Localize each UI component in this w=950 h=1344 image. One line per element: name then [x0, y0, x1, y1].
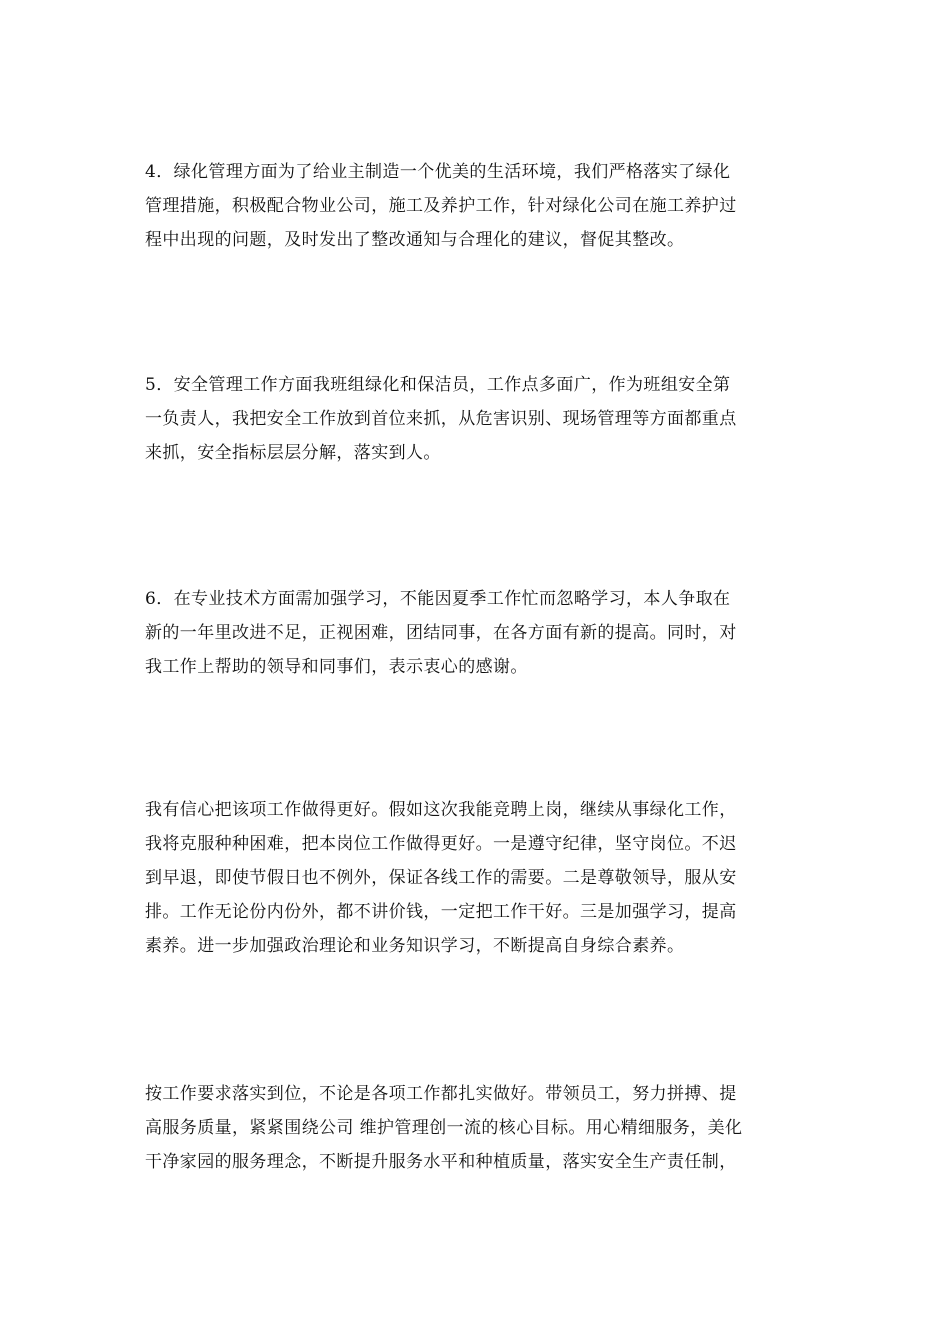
- text-line: 排。工作无论份内份外，都不讲价钱，一定把工作干好。三是加强学习，提高: [145, 902, 737, 922]
- text-line: 新的一年里改进不足，正视困难，团结同事，在各方面有新的提高。同时，对: [145, 623, 737, 643]
- paragraph-work-requirements: [145, 1077, 811, 1179]
- text-line: 一负责人，我把安全工作放到首位来抓，从危害识别、现场管理等方面都重点: [145, 409, 737, 429]
- text-line: 我将克服种种困难，把本岗位工作做得更好。一是遵守纪律，坚守岗位。不迟: [145, 834, 737, 854]
- text-line: 4．绿化管理方面为了给业主制造一个优美的生活环境，我们严格落实了绿化: [145, 162, 731, 182]
- paragraph-greening-management: [145, 155, 811, 257]
- text-line: 按工作要求落实到位，不论是各项工作都扎实做好。带领员工，努力拼搏、提: [145, 1084, 737, 1104]
- text-line: 高服务质量，紧紧围绕公司 维护管理创一流的核心目标。用心精细服务，美化: [145, 1118, 743, 1138]
- text-line: 我工作上帮助的领导和同事们，表示衷心的感谢。: [145, 657, 528, 677]
- text-line: 程中出现的问题，及时发出了整改通知与合理化的建议，督促其整改。: [145, 230, 685, 250]
- paragraph-safety-management: [145, 368, 811, 470]
- text-line: 5．安全管理工作方面我班组绿化和保洁员，工作点多面广，作为班组安全第: [145, 375, 731, 395]
- text-line: 素养。进一步加强政治理论和业务知识学习，不断提高自身综合素养。: [145, 936, 685, 956]
- text-line: 6．在专业技术方面需加强学习，不能因夏季工作忙而忽略学习，本人争取在: [145, 589, 731, 609]
- paragraph-confidence: [145, 793, 811, 963]
- text-line: 来抓，安全指标层层分解，落实到人。: [145, 443, 441, 463]
- text-line: 管理措施，积极配合物业公司，施工及养护工作，针对绿化公司在施工养护过: [145, 196, 737, 216]
- text-line: 到早退，即使节假日也不例外，保证各线工作的需要。二是尊敬领导，服从安: [145, 868, 737, 888]
- paragraph-technical-study: [145, 582, 811, 684]
- text-line: 干净家园的服务理念，不断提升服务水平和种植质量，落实安全生产责任制，: [145, 1152, 737, 1172]
- text-line: 我有信心把该项工作做得更好。假如这次我能竞聘上岗，继续从事绿化工作，: [145, 800, 737, 820]
